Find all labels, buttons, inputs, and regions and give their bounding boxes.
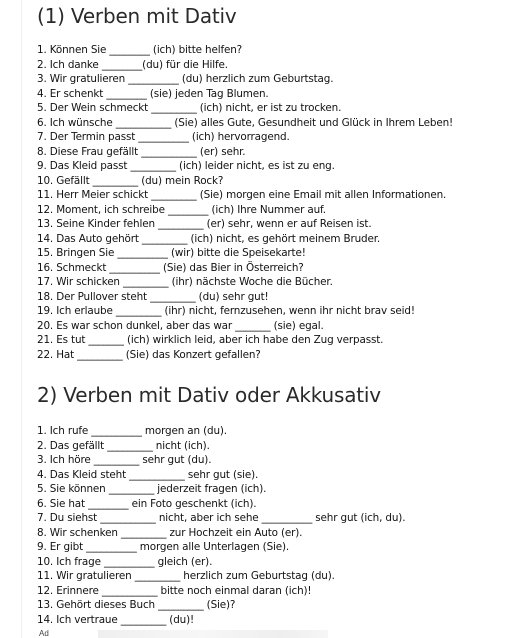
exercise-item: 13. Seine Kinder fehlen _________ (er) sehr, wenn er auf Reisen ist. <box>37 218 372 230</box>
exercise-item: 4. Das Kleid steht ___________ sehr gut (sie). <box>37 468 259 481</box>
exercise-item: 2. Ich danke ________(du) für die Hilfe. <box>37 58 228 71</box>
exercise-item: 5. Der Wein schmeckt _________ (ich) nicht, er ist zu trocken. <box>37 102 342 114</box>
exercise-item: 21. Es tut _______ (ich) wirklich leid, aber ich habe den Zug verpasst. <box>37 334 384 346</box>
exercise-item: 12. Moment, ich schreibe ________ (ich) Ihre Nummer auf. <box>37 203 326 216</box>
ad-banner-blurred[interactable] <box>98 630 328 638</box>
exercise-item: 2. Das gefällt _________ nicht (ich). <box>37 439 210 452</box>
exercise-item: 14. Das Auto gehört _________ (ich) nicht, es gehört meinem Bruder. <box>37 232 381 245</box>
exercise-item: 17. Wir schicken _________ (ihr) nächste Woche die Bücher. <box>37 276 333 288</box>
exercise-item: 9. Er gibt __________ morgen alle Unterlagen (Sie). <box>37 541 290 553</box>
exercise-item: 16. Schmeckt __________ (Sie) das Bier in Österreich? <box>37 261 304 274</box>
exercise-item: 7. Der Termin passt __________ (ich) hervorragend. <box>37 131 290 143</box>
exercise-item: 20. Es war schon dunkel, aber das war _______ (sie) egal. <box>37 319 324 332</box>
exercise-item: 7. Du siehst ___________ nicht, aber ich sehe __________ sehr gut (ich, du). <box>37 512 406 524</box>
exercise-item: 1. Ich rufe __________ morgen an (du). <box>37 425 227 437</box>
exercise-item: 19. Ich erlaube _________ (ihr) nicht, fernzusehen, wenn ihr nicht brav seid! <box>37 305 415 317</box>
exercise-item: 10. Ich frage __________ gleich (er). <box>37 555 213 568</box>
exercise-item: 3. Ich höre _________ sehr gut (du). <box>37 454 212 466</box>
exercise-item: 18. Der Pullover steht _________ (du) sehr gut! <box>37 290 269 303</box>
exercise-item: 15. Bringen Sie __________ (wir) bitte die Speisekarte! <box>37 247 306 259</box>
exercise-item: 11. Herr Meier schickt _________ (Sie) morgen eine Email mit allen Informationen. <box>37 189 447 201</box>
exercise-item: 14. Ich vertraue _________ (du)! <box>37 613 195 626</box>
exercise-item: 13. Gehört dieses Buch _________ (Sie)? <box>37 599 236 611</box>
exercise-item: 8. Wir schenken _________ zur Hochzeit ein Auto (er). <box>37 526 303 539</box>
section-1-title: (1) Verben mit Dativ <box>37 4 237 28</box>
exercise-item: 6. Ich wünsche ___________ (Sie) alles Gute, Gesundheit und Glück in Ihrem Leben! <box>37 116 454 129</box>
ad-label[interactable]: Ad <box>39 629 49 638</box>
exercise-item: 12. Erinnere ___________ bitte noch einmal daran (ich)! <box>37 584 312 597</box>
exercise-item: 4. Er schenkt ________ (sie) jeden Tag Blumen. <box>37 87 269 100</box>
exercise-item: 11. Wir gratulieren _________ herzlich zum Geburtstag (du). <box>37 570 335 582</box>
exercise-item: 10. Gefällt _________ (du) mein Rock? <box>37 174 224 187</box>
exercise-item: 22. Hat _________ (Sie) das Konzert gefallen? <box>37 348 261 361</box>
page-edge-line <box>21 0 22 638</box>
exercise-item: 1. Können Sie ________ (ich) bitte helfen? <box>37 44 243 56</box>
exercise-item: 3. Wir gratulieren __________ (du) herzlich zum Geburtstag. <box>37 73 334 85</box>
exercise-item: 9. Das Kleid passt _________ (ich) leider nicht, es ist zu eng. <box>37 160 335 172</box>
exercise-item: 6. Sie hat ________ ein Foto geschenkt (ich). <box>37 497 257 510</box>
section-2-title: 2) Verben mit Dativ oder Akkusativ <box>37 383 381 407</box>
exercise-item: 8. Diese Frau gefällt ___________ (er) sehr. <box>37 145 246 158</box>
exercise-item: 5. Sie können _________ jederzeit fragen (ich). <box>37 483 267 495</box>
section-1-exercise-list <box>37 43 453 362</box>
section-2-exercise-list <box>37 424 405 627</box>
